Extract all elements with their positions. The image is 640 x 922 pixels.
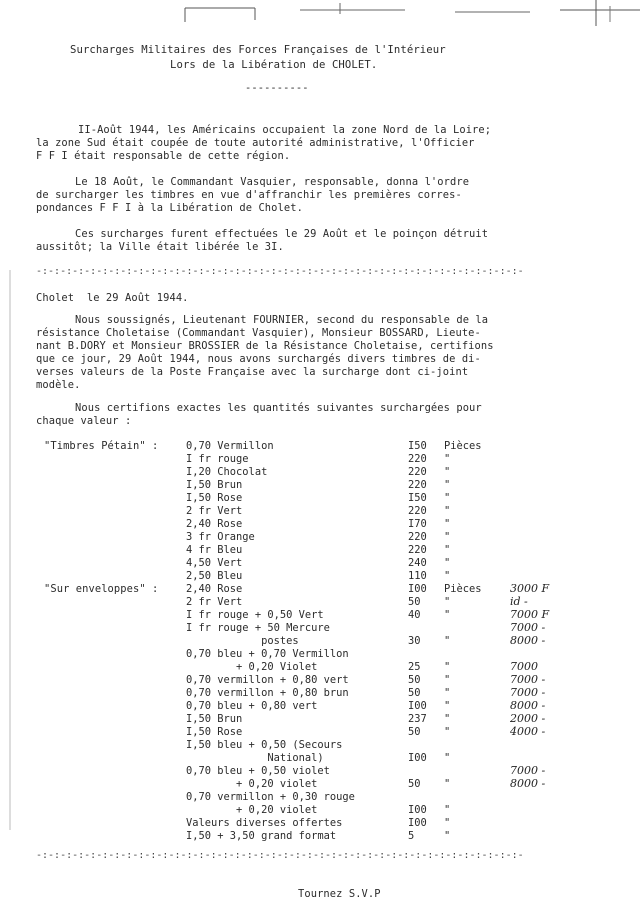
stamp-unit: " <box>444 570 451 582</box>
stamp-quantity: 220 <box>408 466 427 478</box>
text-line: Ces surcharges furent effectuées le 29 Août et le poinçon détruit <box>75 228 489 240</box>
stamp-unit: " <box>444 557 451 569</box>
stamp-unit: " <box>444 635 451 647</box>
handwritten-price-note: 4000 - <box>510 725 546 738</box>
dateline: Cholet le 29 Août 1944. <box>36 292 189 304</box>
text-line: F F I était responsable de cette région. <box>36 150 291 162</box>
title-line-1: Surcharges Militaires des Forces Françaises de l'Intérieur <box>70 44 446 56</box>
stamp-quantity: 25 <box>408 661 421 673</box>
handwritten-price-note: id - <box>510 595 528 608</box>
stamp-quantity: 50 <box>408 726 421 738</box>
stamp-quantity: 50 <box>408 596 421 608</box>
stamp-description: 0,70 Vermillon <box>186 440 274 452</box>
text-line: Nous certifions exactes les quantités suivantes surchargées pour <box>75 402 482 414</box>
text-line: résistance Choletaise (Commandant Vasquier), Monsieur BOSSARD, Lieute- <box>36 327 481 339</box>
stamp-description: + 0,20 violet <box>186 804 318 816</box>
stamp-unit: " <box>444 453 451 465</box>
stamp-quantity: 220 <box>408 479 427 491</box>
footer-separator: -:-:-:-:-:-:-:-:-:-:-:-:-:-:-:-:-:-:-:-:-:-:-:-:-:-:-:-:-:-:-:-:-:-:-:-:-:-:-:-:- <box>36 850 524 861</box>
text-line: la zone Sud était coupée de toute autorité administrative, l'Officier <box>36 137 475 149</box>
stamp-description: National) <box>186 752 324 764</box>
handwritten-price-note: 7000 <box>510 660 538 673</box>
separator-line: -:-:-:-:-:-:-:-:-:-:-:-:-:-:-:-:-:-:-:-:-:-:-:-:-:-:-:-:-:-:-:-:-:-:-:-:-:-:-:-:- <box>36 266 524 277</box>
stamp-description: + 0,20 Violet <box>186 661 318 673</box>
stamp-unit: " <box>444 661 451 673</box>
stamp-description: 2,40 Rose <box>186 583 243 595</box>
title-rule: ---------- <box>245 82 309 94</box>
stamp-unit: " <box>444 726 451 738</box>
stamp-quantity: 110 <box>408 570 427 582</box>
stamp-unit: " <box>444 713 451 725</box>
stamp-unit: " <box>444 700 451 712</box>
stamp-unit: " <box>444 544 451 556</box>
handwritten-price-note: 7000 F <box>510 608 550 621</box>
text-line: modèle. <box>36 379 81 391</box>
stamp-quantity: I50 <box>408 492 427 504</box>
stamp-quantity: I00 <box>408 752 427 764</box>
handwritten-price-note: 7000 - <box>510 686 546 699</box>
text-line: verses valeurs de la Poste Française avec la surcharge dont ci-joint <box>36 366 469 378</box>
turn-page-note: Tournez S.V.P <box>298 888 381 900</box>
stamp-description: 0,70 bleu + 0,70 Vermillon <box>186 648 349 660</box>
stamp-quantity: I00 <box>408 700 427 712</box>
stamp-quantity: 50 <box>408 778 421 790</box>
text-line: pondances F F I à la Libération de Cholet. <box>36 202 303 214</box>
handwritten-price-note: 8000 - <box>510 777 546 790</box>
stamp-description: 0,70 vermillon + 0,30 rouge <box>186 791 355 803</box>
stamp-quantity: I00 <box>408 583 427 595</box>
stamp-description: 2,40 Rose <box>186 518 243 530</box>
handwritten-price-note: 7000 - <box>510 764 546 777</box>
stamp-unit: Pièces <box>444 583 482 595</box>
stamp-quantity: 50 <box>408 687 421 699</box>
stamp-quantity: 240 <box>408 557 427 569</box>
stamp-description: I fr rouge + 0,50 Vert <box>186 609 324 621</box>
stamp-description: 2,50 Bleu <box>186 570 243 582</box>
stamp-description: 0,70 bleu + 0,50 violet <box>186 765 330 777</box>
stamp-unit: " <box>444 778 451 790</box>
stamp-unit: " <box>444 687 451 699</box>
stamp-description: 4 fr Bleu <box>186 544 243 556</box>
stamp-quantity: I00 <box>408 817 427 829</box>
stamp-unit: " <box>444 817 451 829</box>
stamp-quantity: I50 <box>408 440 427 452</box>
text-line: de surcharger les timbres en vue d'affranchir les premières corres- <box>36 189 462 201</box>
group-label-sur-enveloppes: "Sur enveloppes" : <box>44 583 159 595</box>
group-label-timbres-petain: "Timbres Pétain" : <box>44 440 159 452</box>
stamp-unit: " <box>444 492 451 504</box>
stamp-description: I fr rouge <box>186 453 249 465</box>
stamp-quantity: 30 <box>408 635 421 647</box>
stamp-description: I,50 + 3,50 grand format <box>186 830 337 842</box>
stamp-unit: " <box>444 505 451 517</box>
handwritten-price-note: 7000 - <box>510 621 546 634</box>
stamp-quantity: 220 <box>408 453 427 465</box>
text-line: chaque valeur : <box>36 415 132 427</box>
stamp-description: I,50 Rose <box>186 492 243 504</box>
stamp-description: 0,70 bleu + 0,80 vert <box>186 700 318 712</box>
handwritten-price-note: 8000 - <box>510 699 546 712</box>
stamp-unit: " <box>444 479 451 491</box>
stamp-description: 4,50 Vert <box>186 557 243 569</box>
stamp-description: + 0,20 violet <box>186 778 318 790</box>
text-line: aussitôt; la Ville était libérée le 3I. <box>36 241 284 253</box>
text-line: que ce jour, 29 Août 1944, nous avons surchargés divers timbres de di- <box>36 353 481 365</box>
text-line: nant B.DORY et Monsieur BROSSIER de la Résistance Choletaise, certifions <box>36 340 494 352</box>
stamp-unit: " <box>444 596 451 608</box>
handwritten-price-note: 7000 - <box>510 673 546 686</box>
stamp-description: I,50 Brun <box>186 479 243 491</box>
stamp-description: I fr rouge + 50 Mercure <box>186 622 330 634</box>
stamp-quantity: I00 <box>408 804 427 816</box>
stamp-quantity: 220 <box>408 505 427 517</box>
stamp-unit: Pièces <box>444 440 482 452</box>
stamp-unit: " <box>444 466 451 478</box>
stamp-quantity: 237 <box>408 713 427 725</box>
stamp-quantity: I70 <box>408 518 427 530</box>
stamp-description: 3 fr Orange <box>186 531 255 543</box>
text-line: Le 18 Août, le Commandant Vasquier, responsable, donna l'ordre <box>75 176 470 188</box>
handwritten-price-note: 2000 - <box>510 712 546 725</box>
margin-line <box>8 270 12 830</box>
stamp-description: 0,70 vermillon + 0,80 brun <box>186 687 349 699</box>
stamp-description: I,50 bleu + 0,50 (Secours <box>186 739 343 751</box>
stamp-description: postes <box>186 635 299 647</box>
stamp-description: I,20 Chocolat <box>186 466 268 478</box>
handwritten-price-note: 3000 F <box>510 582 550 595</box>
stamp-quantity: 50 <box>408 674 421 686</box>
stamp-quantity: 220 <box>408 531 427 543</box>
stamp-unit: " <box>444 609 451 621</box>
stamp-unit: " <box>444 804 451 816</box>
text-line: II-Août 1944, les Américains occupaient la zone Nord de la Loire; <box>78 124 492 136</box>
stamp-description: Valeurs diverses offertes <box>186 817 343 829</box>
stamp-description: 2 fr Vert <box>186 505 243 517</box>
handwritten-price-note: 8000 - <box>510 634 546 647</box>
stamp-quantity: 220 <box>408 544 427 556</box>
stamp-unit: " <box>444 830 451 842</box>
stamp-description: I,50 Brun <box>186 713 243 725</box>
stamp-quantity: 40 <box>408 609 421 621</box>
text-line: Nous soussignés, Lieutenant FOURNIER, second du responsable de la <box>75 314 489 326</box>
stamp-unit: " <box>444 518 451 530</box>
stamp-unit: " <box>444 531 451 543</box>
stamp-description: 0,70 vermillon + 0,80 vert <box>186 674 349 686</box>
scan-edge-marks <box>0 0 640 40</box>
stamp-description: I,50 Rose <box>186 726 243 738</box>
stamp-description: 2 fr Vert <box>186 596 243 608</box>
stamp-quantity: 5 <box>408 830 415 842</box>
stamp-unit: " <box>444 752 451 764</box>
stamp-unit: " <box>444 674 451 686</box>
title-line-2: Lors de la Libération de CHOLET. <box>170 59 378 71</box>
